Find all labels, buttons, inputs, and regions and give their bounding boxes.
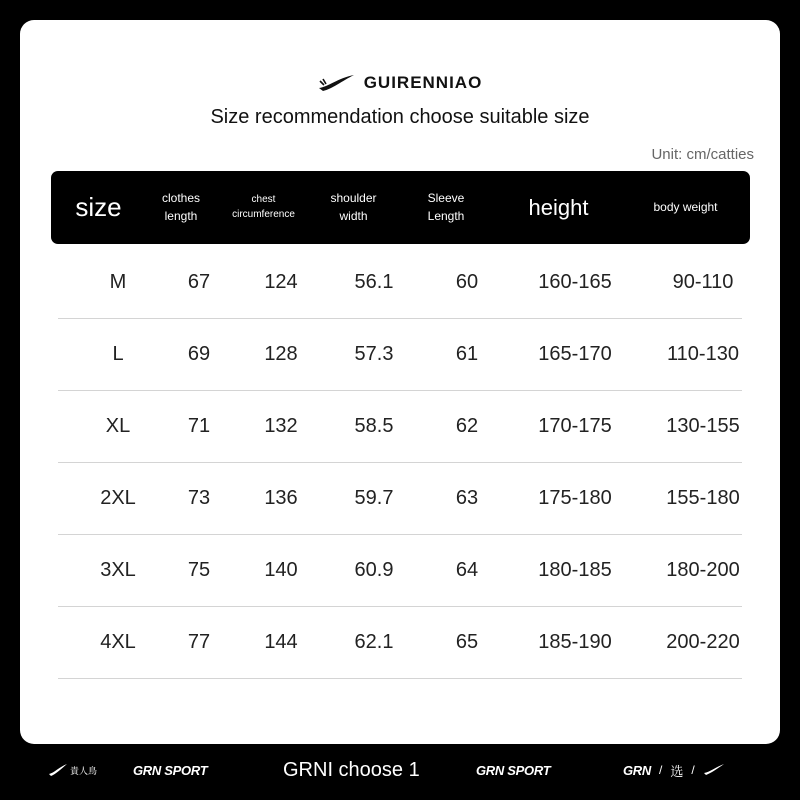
table-header xyxy=(51,171,750,244)
cell-clothes-length: 69 xyxy=(187,342,211,365)
cell-clothes-length: 67 xyxy=(187,270,211,293)
swoosh-logo-icon xyxy=(48,762,68,778)
footer-logo-left xyxy=(48,755,97,785)
cell-sleeve: 62 xyxy=(455,414,479,437)
cell-size: XL xyxy=(105,414,131,437)
footer-separator: / xyxy=(659,763,663,777)
header-clothes-length: clothes length xyxy=(161,191,201,223)
cell-height: 160-165 xyxy=(538,270,612,293)
cell-size: L xyxy=(112,342,124,365)
footer-sport-2: GRN SPORT xyxy=(476,762,551,778)
footer-left-brand: 貴人鳥 xyxy=(70,765,98,776)
cell-height: 170-175 xyxy=(538,414,612,437)
cell-chest: 144 xyxy=(264,630,298,653)
footer-right-chinese: 选 xyxy=(670,763,684,779)
table-row xyxy=(58,462,742,535)
cell-body-weight: 110-130 xyxy=(667,342,739,365)
cell-size: 3XL xyxy=(100,558,136,581)
cell-shoulder: 62.1 xyxy=(354,630,394,653)
header-size: size xyxy=(75,191,122,222)
swoosh-logo-icon xyxy=(318,72,356,94)
swoosh-logo-icon xyxy=(703,763,725,777)
cell-body-weight: 155-180 xyxy=(666,486,740,509)
cell-height: 175-180 xyxy=(538,486,612,509)
cell-clothes-length: 75 xyxy=(187,558,211,581)
cell-shoulder: 60.9 xyxy=(354,558,394,581)
footer-sport-1: GRN SPORT xyxy=(133,762,208,778)
table-row xyxy=(58,246,742,319)
unit-note: Unit: cm/catties xyxy=(651,146,754,163)
cell-chest: 136 xyxy=(264,486,298,509)
cell-sleeve: 63 xyxy=(455,486,479,509)
cell-body-weight: 180-200 xyxy=(666,558,740,581)
header-shoulder-width: shoulder width xyxy=(330,191,377,223)
cell-clothes-length: 71 xyxy=(187,414,211,437)
cell-chest: 128 xyxy=(264,342,298,365)
table-row xyxy=(58,318,742,391)
cell-chest: 140 xyxy=(264,558,298,581)
size-chart-card xyxy=(20,20,780,744)
footer-logo-right xyxy=(623,755,725,785)
table-row xyxy=(58,390,742,463)
cell-sleeve: 60 xyxy=(455,270,479,293)
cell-chest: 132 xyxy=(264,414,298,437)
cell-height: 185-190 xyxy=(538,630,612,653)
cell-chest: 124 xyxy=(264,270,298,293)
cell-sleeve: 64 xyxy=(455,558,479,581)
header-sleeve-length: Sleeve Length xyxy=(427,191,465,223)
header-chest-circumference: chest circumference xyxy=(232,194,295,220)
brand-name: GUIRENNIAO xyxy=(363,73,483,92)
cell-shoulder: 56.1 xyxy=(354,270,394,293)
cell-body-weight: 200-220 xyxy=(666,630,740,653)
cell-body-weight: 130-155 xyxy=(666,414,740,437)
footer-separator: / xyxy=(691,763,695,777)
cell-clothes-length: 73 xyxy=(187,486,211,509)
cell-sleeve: 65 xyxy=(455,630,479,653)
cell-size: M xyxy=(109,270,127,293)
brand-header xyxy=(20,72,780,94)
footer-right-brand: GRN xyxy=(623,762,651,778)
table-row xyxy=(58,534,742,607)
cell-clothes-length: 77 xyxy=(187,630,211,653)
cell-height: 165-170 xyxy=(538,342,612,365)
cell-shoulder: 59.7 xyxy=(354,486,394,509)
cell-sleeve: 61 xyxy=(455,342,479,365)
cell-shoulder: 57.3 xyxy=(354,342,394,365)
page-subtitle: Size recommendation choose suitable size xyxy=(210,106,590,128)
cell-size: 4XL xyxy=(100,630,136,653)
cell-size: 2XL xyxy=(100,486,136,509)
cell-body-weight: 90-110 xyxy=(672,270,734,293)
header-body-weight: body weight xyxy=(653,199,718,214)
header-height: height xyxy=(528,194,589,220)
footer-center-text: GRNI choose 1 xyxy=(283,758,420,781)
cell-shoulder: 58.5 xyxy=(354,414,394,437)
cell-height: 180-185 xyxy=(538,558,612,581)
table-row xyxy=(58,606,742,679)
